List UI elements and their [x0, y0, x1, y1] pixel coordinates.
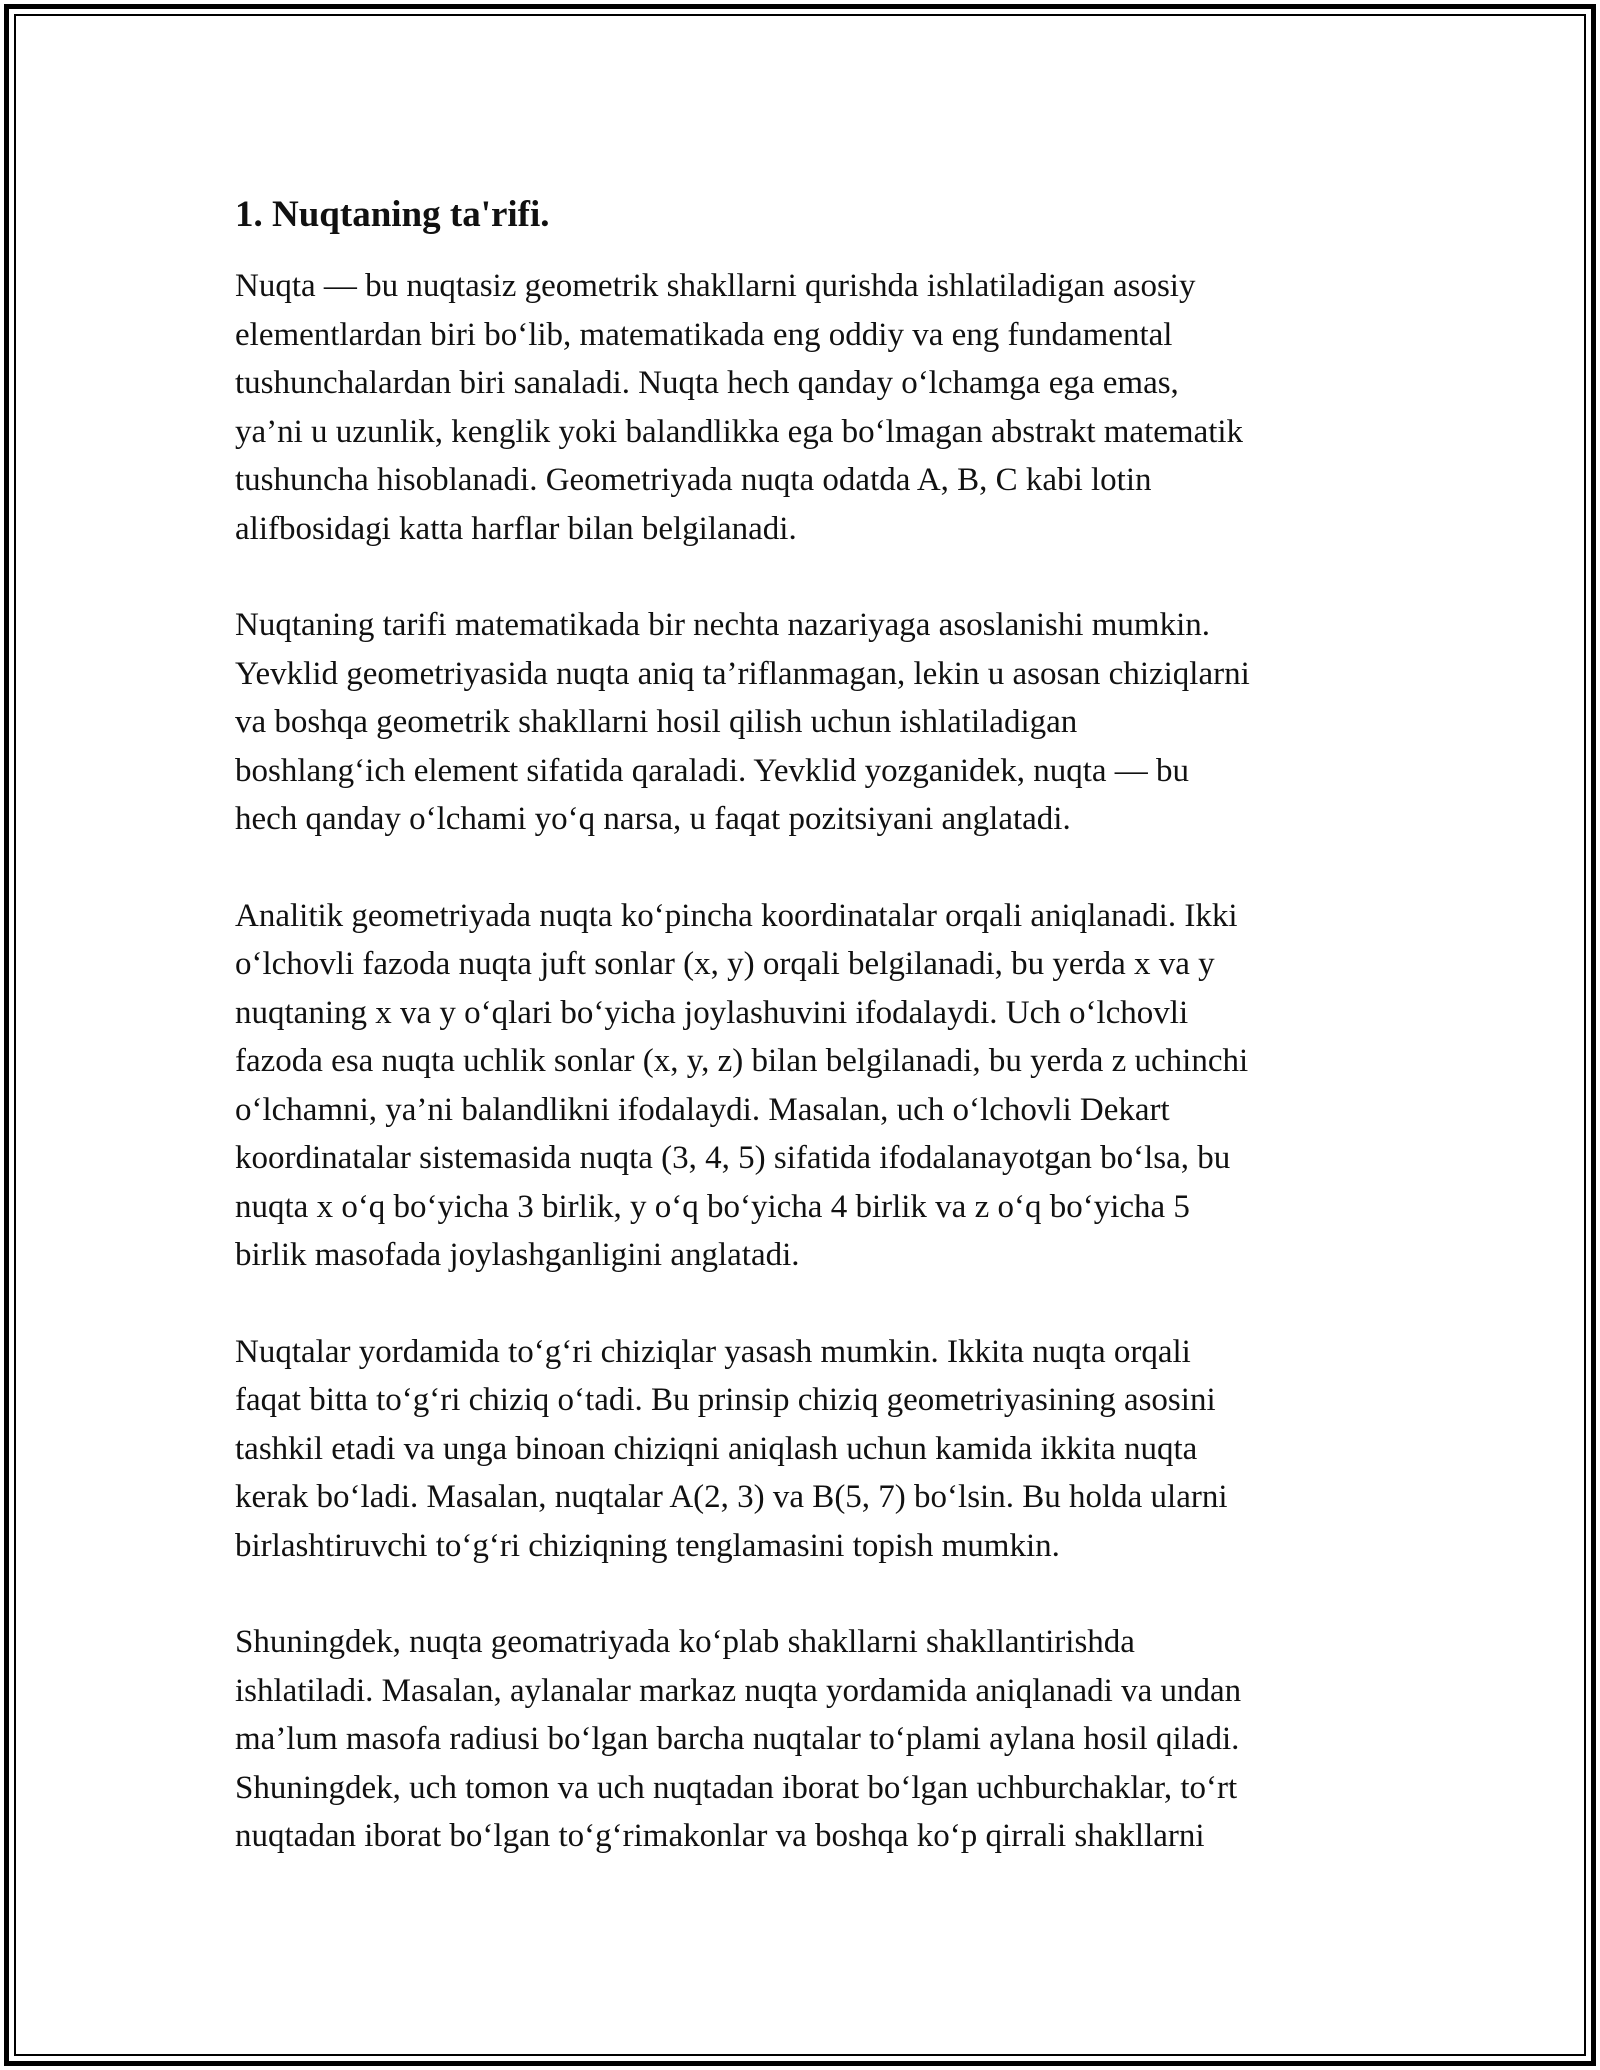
text-line: boshlangʻich element sifatida qaraladi. Yevklid yozganidek, nuqta — bu	[235, 752, 1190, 789]
document-body	[235, 190, 1375, 1909]
text-line: kerak boʻladi. Masalan, nuqtalar A(2, 3) va B(5, 7) boʻlsin. Bu holda ularni	[235, 1479, 1228, 1515]
text-line: koordinatalar sistemasida nuqta (3, 4, 5) sifatida ifodalanayotgan boʻlsa, bu	[235, 1140, 1231, 1176]
text-line: nuqtadan iborat boʻlgan toʻgʻrimakonlar va boshqa koʻp qirrali shakllarni	[235, 1818, 1205, 1854]
text-line: alifbosidagi katta harflar bilan belgilanadi.	[235, 510, 797, 547]
text-line: oʻlchamni, ya’ni balandlikni ifodalaydi. Masalan, uch oʻlchovli Dekart	[235, 1091, 1170, 1128]
paragraph-1	[235, 262, 1375, 553]
paragraph-2	[235, 601, 1375, 844]
section-title: 1. Nuqtaning ta'rifi.	[235, 194, 550, 235]
text-line: Yevklid geometriyasida nuqta aniq ta’riflanmagan, lekin u asosan chiziqlarni	[235, 655, 1250, 692]
text-line: Nuqtalar yordamida toʻgʻri chiziqlar yasash mumkin. Ikkita nuqta orqali	[235, 1333, 1191, 1370]
text-line: oʻlchovli fazoda nuqta juft sonlar (x, y) orqali belgilanadi, bu yerda x va y	[235, 946, 1215, 982]
text-line: nuqtaning x va y oʻqlari boʻyicha joylashuvini ifodalaydi. Uch oʻlchovli	[235, 994, 1189, 1031]
text-line: hech qanday oʻlchami yoʻq narsa, u faqat pozitsiyani anglatadi.	[235, 801, 1071, 837]
text-line: Shuningdek, uch tomon va uch nuqtadan iborat boʻlgan uchburchaklar, toʻrt	[235, 1769, 1238, 1806]
text-line: tushunchalardan biri sanaladi. Nuqta hech qanday oʻlchamga ega emas,	[235, 365, 1179, 401]
text-line: ma’lum masofa radiusi boʻlgan barcha nuqtalar toʻplami aylana hosil qiladi.	[235, 1721, 1240, 1757]
text-line: Nuqtaning tarifi matematikada bir nechta nazariyaga asoslanishi mumkin.	[235, 607, 1211, 643]
text-line: nuqta x oʻq boʻyicha 3 birlik, y oʻq boʻyicha 4 birlik va z oʻq boʻyicha 5	[235, 1188, 1190, 1225]
text-line: tushuncha hisoblanadi. Geometriyada nuqta odatda A, B, C kabi lotin	[235, 462, 1152, 498]
text-line: Shuningdek, nuqta geomatriyada koʻplab shakllarni shakllantirishda	[235, 1624, 1135, 1660]
paragraph-5	[235, 1618, 1375, 1861]
text-line: elementlardan biri boʻlib, matematikada eng oddiy va eng fundamental	[235, 316, 1173, 353]
text-line: va boshqa geometrik shakllarni hosil qilish uchun ishlatiladigan	[235, 704, 1078, 740]
text-line: birlik masofada joylashganligini anglatadi.	[235, 1237, 800, 1273]
text-line: faqat bitta toʻgʻri chiziq oʻtadi. Bu prinsip chiziq geometriyasining asosini	[235, 1382, 1216, 1418]
text-line: Analitik geometriyada nuqta koʻpincha koordinatalar orqali aniqlanadi. Ikki	[235, 897, 1238, 934]
text-line: tashkil etadi va unga binoan chiziqni aniqlash uchun kamida ikkita nuqta	[235, 1430, 1198, 1467]
text-line: ya’ni u uzunlik, kenglik yoki balandlikka ega boʻlmagan abstrakt matematik	[235, 413, 1244, 450]
paragraph-3	[235, 892, 1375, 1280]
text-line: fazoda esa nuqta uchlik sonlar (x, y, z) bilan belgilanadi, bu yerda z uchinchi	[235, 1043, 1249, 1079]
text-line: Nuqta — bu nuqtasiz geometrik shakllarni qurishda ishlatiladigan asosiy	[235, 268, 1196, 304]
text-line: ishlatiladi. Masalan, aylanalar markaz nuqta yordamida aniqlanadi va undan	[235, 1672, 1242, 1709]
paragraph-4	[235, 1328, 1375, 1571]
text-line: birlashtiruvchi toʻgʻri chiziqning tenglamasini topish mumkin.	[235, 1527, 1060, 1564]
